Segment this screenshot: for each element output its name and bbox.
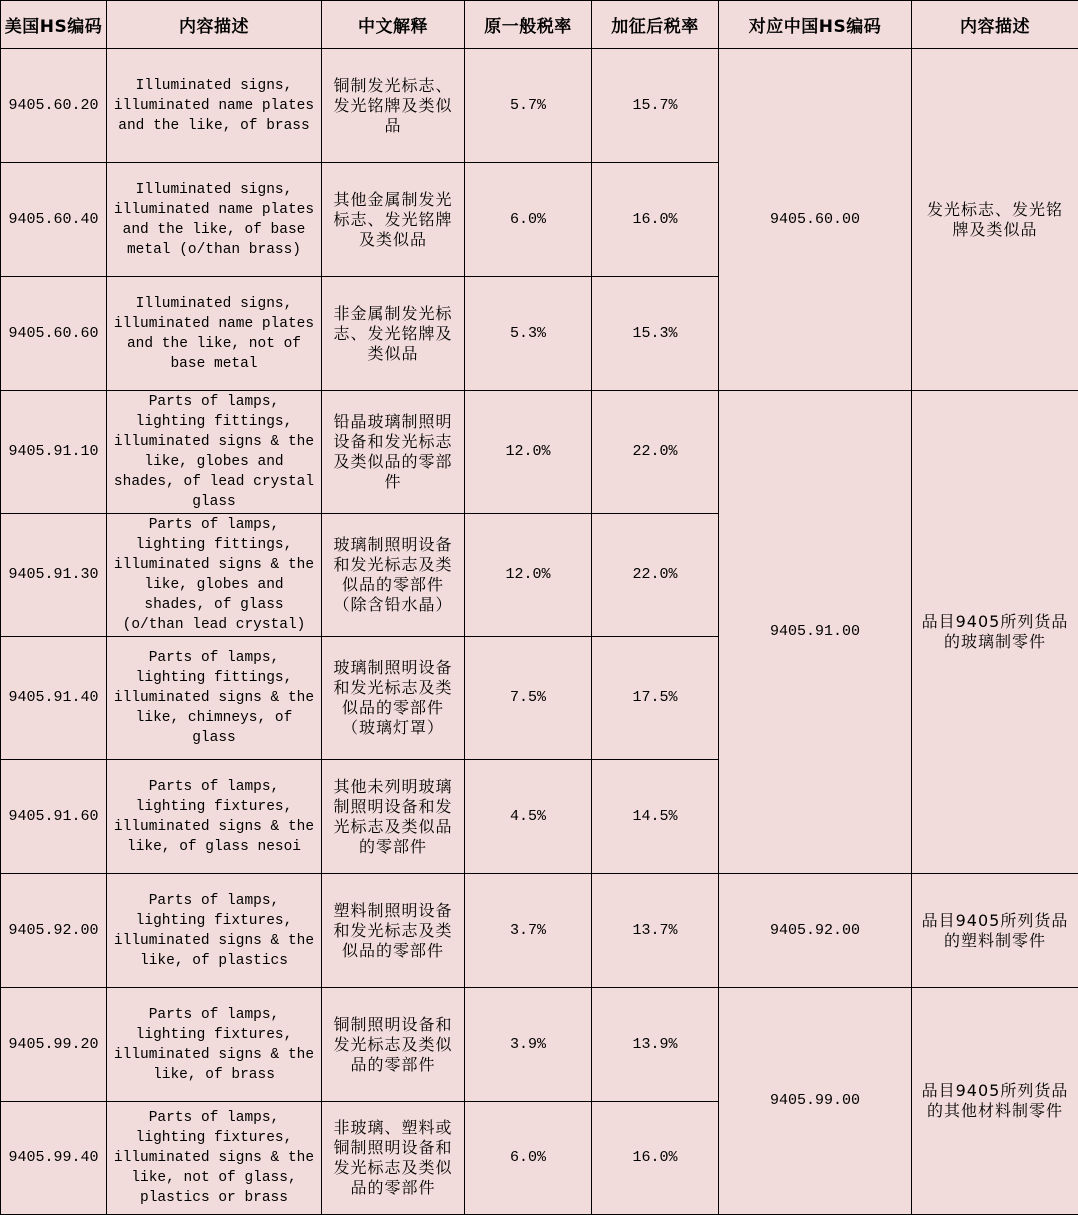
original-rate-cell: 12.0% xyxy=(465,514,592,637)
chinese-explanation-cell: 铜制照明设备和发光标志及类似品的零部件 xyxy=(322,988,465,1102)
chinese-explanation-cell: 玻璃制照明设备和发光标志及类似品的零部件（玻璃灯罩） xyxy=(322,637,465,760)
table-header-row xyxy=(1,1,1078,49)
us-hs-code-cell: 9405.92.00 xyxy=(1,874,107,988)
original-rate-cell: 7.5% xyxy=(465,637,592,760)
us-hs-code-cell: 9405.91.60 xyxy=(1,760,107,874)
us-hs-code-cell: 9405.99.20 xyxy=(1,988,107,1102)
original-rate-cell: 12.0% xyxy=(465,391,592,514)
header-increased-rate: 加征后税率 xyxy=(592,1,719,49)
original-rate-cell: 3.9% xyxy=(465,988,592,1102)
original-rate-cell: 6.0% xyxy=(465,163,592,277)
increased-rate-cell: 13.7% xyxy=(592,874,719,988)
china-hs-code-cell: 9405.99.00 xyxy=(719,988,912,1215)
increased-rate-cell: 16.0% xyxy=(592,163,719,277)
us-hs-code-cell: 9405.99.40 xyxy=(1,1102,107,1215)
table-row xyxy=(1,391,1078,514)
description-cell: Illuminated signs, illuminated name plates and the like, not of base metal xyxy=(107,277,322,391)
header-china-description: 内容描述 xyxy=(912,1,1078,49)
original-rate-cell: 3.7% xyxy=(465,874,592,988)
chinese-explanation-cell: 其他未列明玻璃制照明设备和发光标志及类似品的零部件 xyxy=(322,760,465,874)
description-cell: Parts of lamps, lighting fittings, illuminated signs & the like, globes and shades, of glass (o/than lead crystal) xyxy=(107,514,322,637)
increased-rate-cell: 17.5% xyxy=(592,637,719,760)
chinese-explanation-cell: 其他金属制发光标志、发光铭牌及类似品 xyxy=(322,163,465,277)
table-row xyxy=(1,988,1078,1102)
header-description: 内容描述 xyxy=(107,1,322,49)
table-row xyxy=(1,49,1078,163)
description-cell: Parts of lamps, lighting fittings, illuminated signs & the like, chimneys, of glass xyxy=(107,637,322,760)
increased-rate-cell: 22.0% xyxy=(592,391,719,514)
chinese-explanation-cell: 铅晶玻璃制照明设备和发光标志及类似品的零部件 xyxy=(322,391,465,514)
header-original-rate: 原一般税率 xyxy=(465,1,592,49)
china-hs-code-cell: 9405.60.00 xyxy=(719,49,912,391)
increased-rate-cell: 22.0% xyxy=(592,514,719,637)
us-hs-code-cell: 9405.60.60 xyxy=(1,277,107,391)
chinese-explanation-cell: 塑料制照明设备和发光标志及类似品的零部件 xyxy=(322,874,465,988)
china-hs-code-cell: 9405.91.00 xyxy=(719,391,912,874)
original-rate-cell: 5.3% xyxy=(465,277,592,391)
header-us-hs-code: 美国HS编码 xyxy=(1,1,107,49)
increased-rate-cell: 15.7% xyxy=(592,49,719,163)
chinese-explanation-cell: 非金属制发光标志、发光铭牌及类似品 xyxy=(322,277,465,391)
description-cell: Illuminated signs, illuminated name plates and the like, of brass xyxy=(107,49,322,163)
chinese-explanation-cell: 非玻璃、塑料或铜制照明设备和发光标志及类似品的零部件 xyxy=(322,1102,465,1215)
original-rate-cell: 6.0% xyxy=(465,1102,592,1215)
us-hs-code-cell: 9405.91.40 xyxy=(1,637,107,760)
china-hs-code-cell: 9405.92.00 xyxy=(719,874,912,988)
us-hs-code-cell: 9405.60.40 xyxy=(1,163,107,277)
table-row xyxy=(1,874,1078,988)
original-rate-cell: 5.7% xyxy=(465,49,592,163)
chinese-explanation-cell: 玻璃制照明设备和发光标志及类似品的零部件（除含铅水晶） xyxy=(322,514,465,637)
increased-rate-cell: 16.0% xyxy=(592,1102,719,1215)
description-cell: Parts of lamps, lighting fixtures, illuminated signs & the like, of glass nesoi xyxy=(107,760,322,874)
increased-rate-cell: 15.3% xyxy=(592,277,719,391)
china-description-cell: 品目9405所列货品的塑料制零件 xyxy=(912,874,1078,988)
us-hs-code-cell: 9405.91.30 xyxy=(1,514,107,637)
description-cell: Illuminated signs, illuminated name plates and the like, of base metal (o/than brass) xyxy=(107,163,322,277)
china-description-cell: 品目9405所列货品的玻璃制零件 xyxy=(912,391,1078,874)
description-cell: Parts of lamps, lighting fixtures, illuminated signs & the like, of plastics xyxy=(107,874,322,988)
china-description-cell: 品目9405所列货品的其他材料制零件 xyxy=(912,988,1078,1215)
us-hs-code-cell: 9405.60.20 xyxy=(1,49,107,163)
increased-rate-cell: 14.5% xyxy=(592,760,719,874)
description-cell: Parts of lamps, lighting fittings, illuminated signs & the like, globes and shades, of lead crystal glass xyxy=(107,391,322,514)
description-cell: Parts of lamps, lighting fixtures, illuminated signs & the like, not of glass, plastics or brass xyxy=(107,1102,322,1215)
header-china-hs-code: 对应中国HS编码 xyxy=(719,1,912,49)
header-chinese-explanation: 中文解释 xyxy=(322,1,465,49)
original-rate-cell: 4.5% xyxy=(465,760,592,874)
us-hs-code-cell: 9405.91.10 xyxy=(1,391,107,514)
chinese-explanation-cell: 铜制发光标志、发光铭牌及类似品 xyxy=(322,49,465,163)
china-description-cell: 发光标志、发光铭牌及类似品 xyxy=(912,49,1078,391)
description-cell: Parts of lamps, lighting fixtures, illuminated signs & the like, of brass xyxy=(107,988,322,1102)
increased-rate-cell: 13.9% xyxy=(592,988,719,1102)
